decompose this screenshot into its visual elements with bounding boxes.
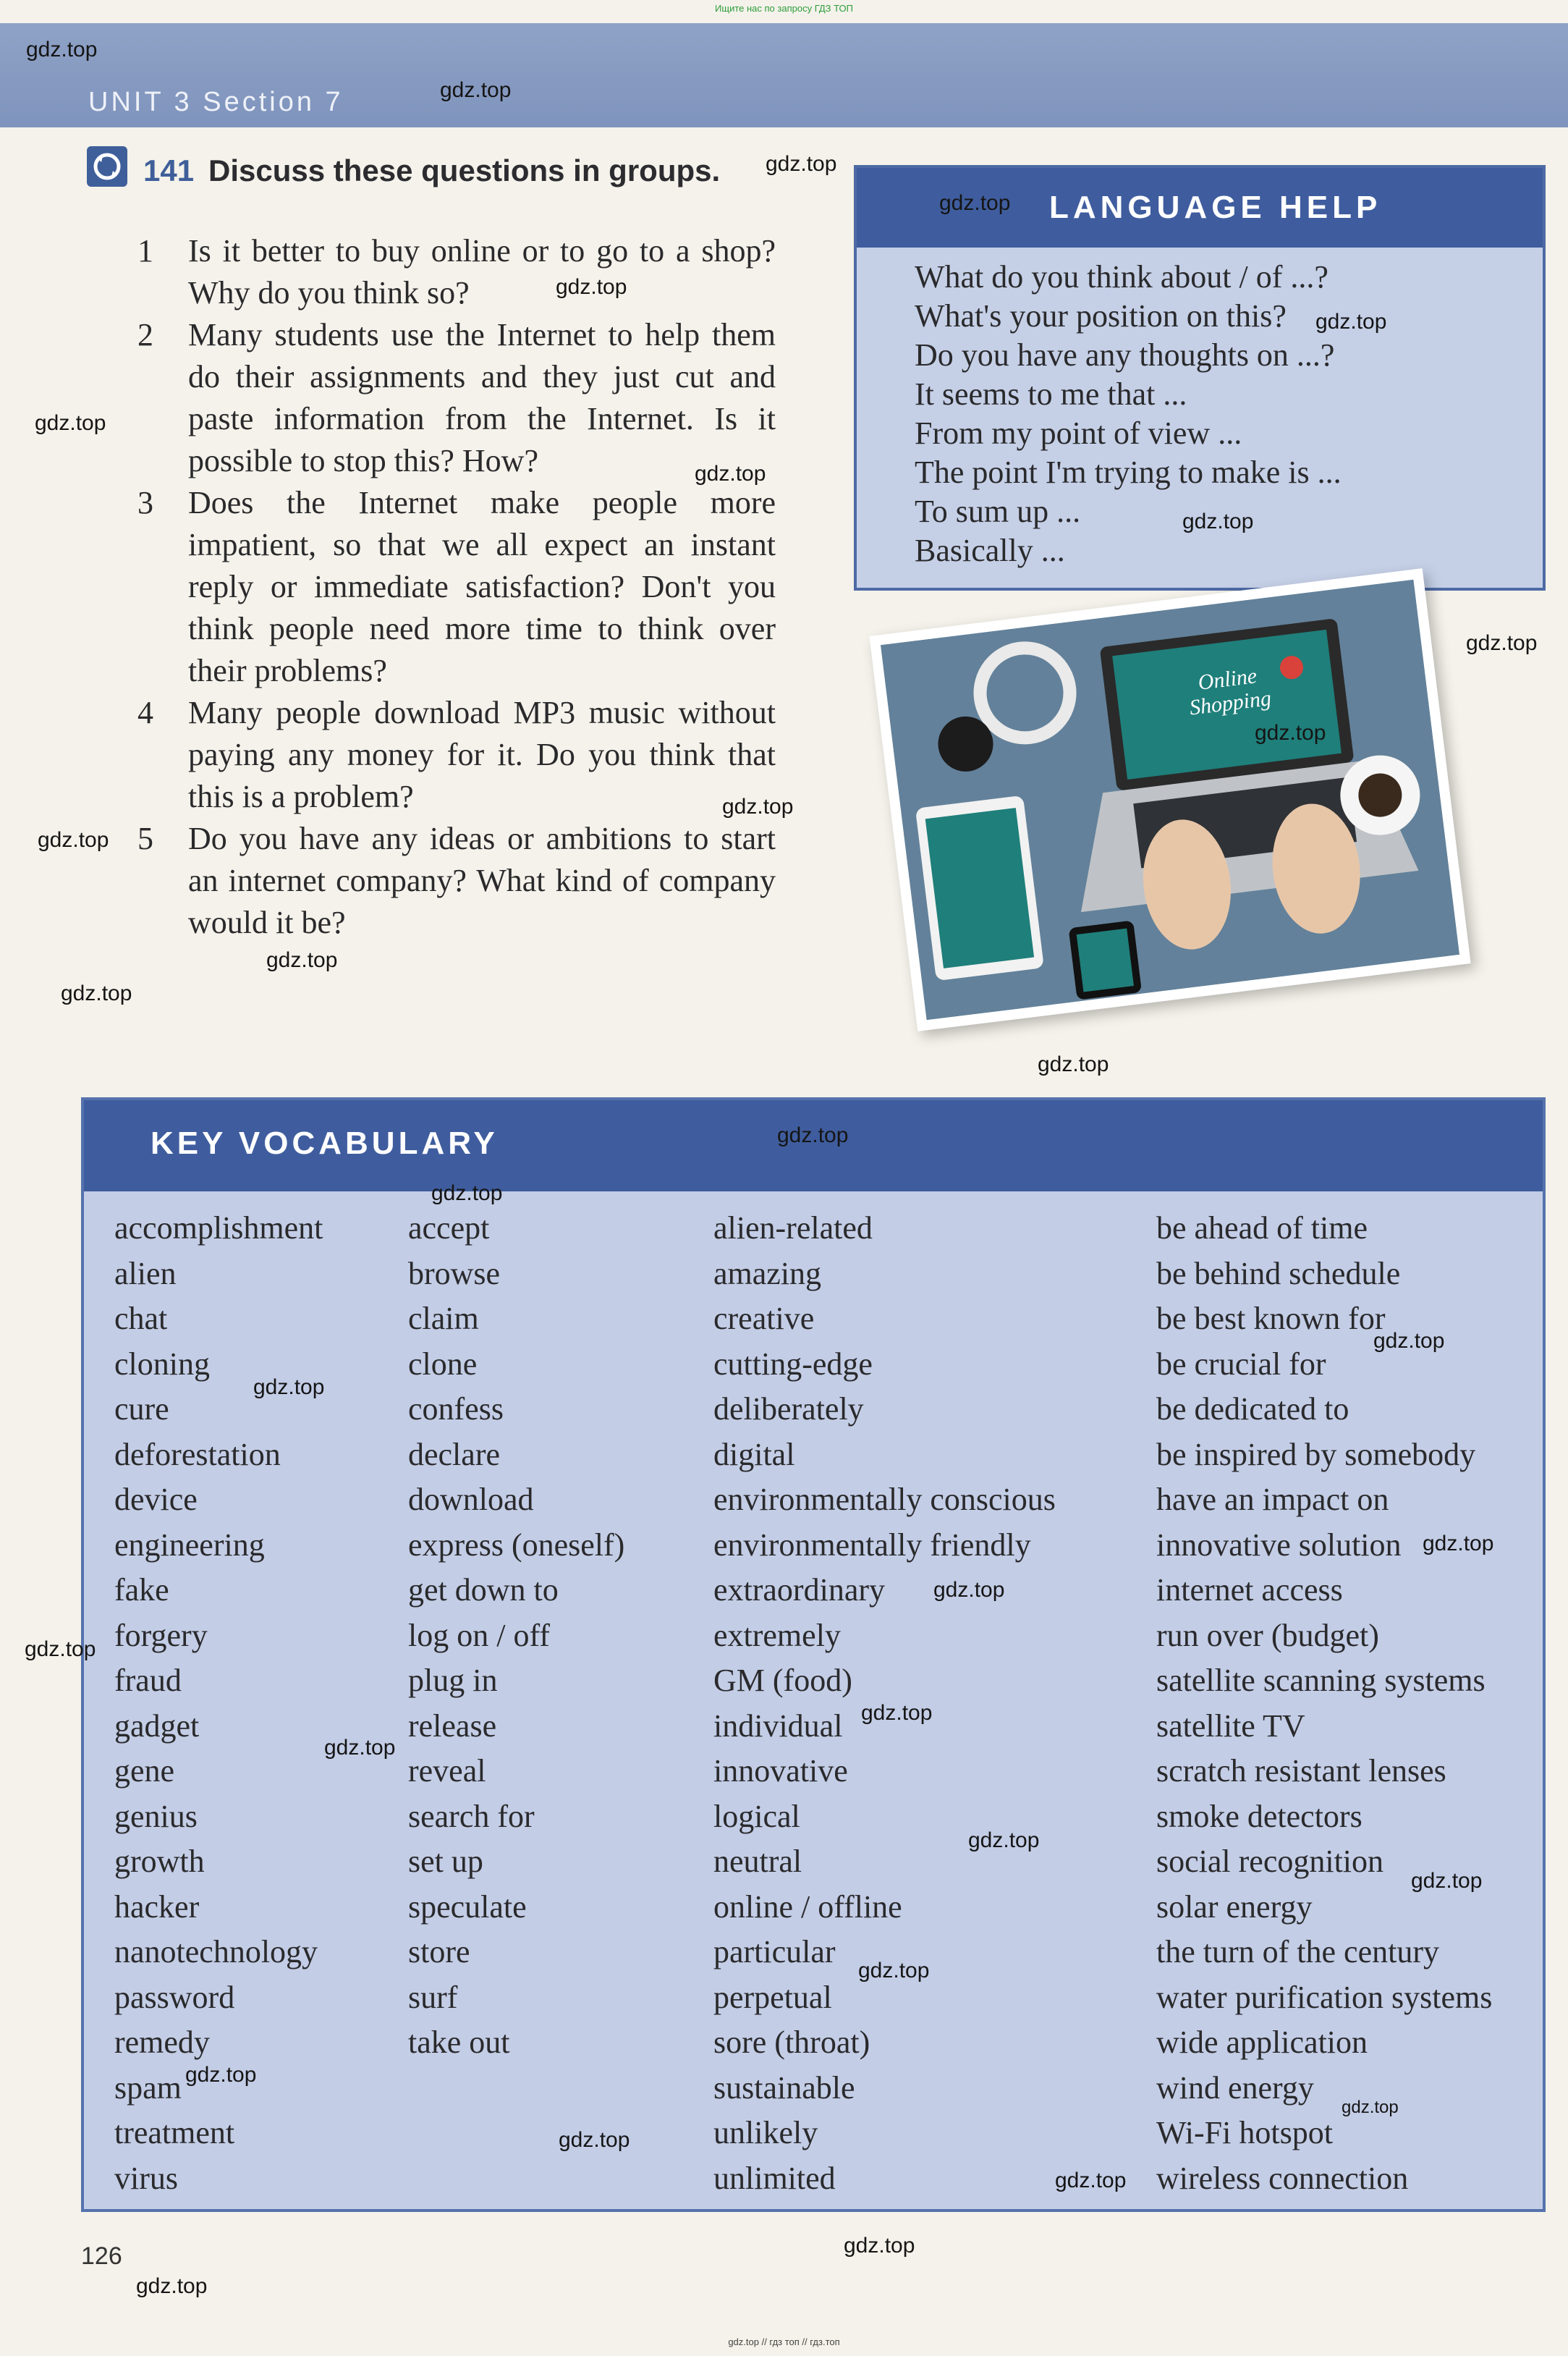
vocab-word: hacker	[114, 1888, 200, 1925]
vocab-word: extremely	[713, 1617, 841, 1653]
question-item	[137, 692, 776, 818]
vocab-word: be dedicated to	[1156, 1391, 1349, 1427]
vocab-word: accomplishment	[114, 1210, 323, 1246]
watermark: gdz.top	[556, 275, 627, 299]
watermark: gdz.top	[440, 78, 512, 102]
language-help-phrase: The point I'm trying to make is ...	[915, 455, 1342, 490]
vocab-word: download	[408, 1482, 534, 1517]
question-text: Many people download MP3 music without paying any money for it. Do you think that this is a problem?	[188, 695, 776, 814]
bottom-note: gdz.top // гдз топ // гдз.топ	[728, 2336, 840, 2347]
key-vocabulary-box	[81, 1097, 1546, 2212]
vocab-word: environmentally friendly	[713, 1527, 1031, 1563]
vocab-word: perpetual	[713, 1979, 832, 2015]
watermark: gdz.top	[1466, 631, 1538, 655]
vocab-word: be behind schedule	[1156, 1255, 1401, 1291]
vocab-word: sore (throat)	[713, 2024, 870, 2060]
unit-section-title: UNIT 3 Section 7	[88, 87, 344, 117]
vocab-word: environmentally conscious	[713, 1482, 1056, 1517]
watermark: gdz.top	[1342, 2098, 1399, 2117]
vocab-word: browse	[408, 1255, 501, 1291]
vocab-word: digital	[713, 1436, 795, 1472]
question-number: 2	[137, 317, 153, 352]
watermark: gdz.top	[1182, 510, 1254, 533]
vocab-word: online / offline	[713, 1888, 902, 1925]
watermark: gdz.top	[1255, 721, 1326, 745]
vocab-word: fraud	[114, 1663, 182, 1698]
top-banner-note: Ищите нас по запросу ГДЗ ТОП	[715, 3, 853, 14]
vocab-word: deliberately	[713, 1391, 864, 1427]
vocab-word: surf	[408, 1979, 458, 2015]
watermark: gdz.top	[61, 981, 132, 1005]
watermark: gdz.top	[844, 2234, 915, 2258]
vocab-word: water purification systems	[1156, 1979, 1493, 2015]
vocab-word: logical	[713, 1798, 800, 1834]
vocab-word: unlikely	[713, 2115, 818, 2150]
language-help-phrase: Do you have any thoughts on ...?	[915, 337, 1335, 373]
vocab-word: particular	[713, 1934, 836, 1969]
watermark: gdz.top	[1055, 2169, 1127, 2192]
vocab-word: alien	[114, 1255, 177, 1291]
vocab-word: genius	[114, 1798, 198, 1834]
vocab-word: speculate	[408, 1888, 527, 1925]
vocab-word: have an impact on	[1156, 1482, 1389, 1517]
vocab-word: Wi-Fi hotspot	[1156, 2115, 1333, 2150]
vocab-word: be ahead of time	[1156, 1210, 1368, 1246]
watermark: gdz.top	[25, 1637, 96, 1661]
language-help-phrase: It seems to me that ...	[915, 376, 1187, 412]
vocab-word: clone	[408, 1346, 478, 1382]
vocab-word: cure	[114, 1391, 169, 1427]
vocab-word: password	[114, 1979, 235, 2015]
vocab-word: amazing	[713, 1255, 822, 1291]
key-vocabulary-title: KEY VOCABULARY	[84, 1100, 1543, 1191]
watermark: gdz.top	[324, 1736, 396, 1760]
vocab-word: remedy	[114, 2024, 210, 2060]
exercise-title: Discuss these questions in groups.	[208, 153, 721, 187]
question-item	[137, 314, 776, 482]
watermark: gdz.top	[26, 38, 98, 62]
vocab-word: release	[408, 1707, 497, 1744]
watermark: gdz.top	[695, 462, 766, 486]
vocab-word: forgery	[114, 1617, 208, 1653]
vocab-word: satellite scanning systems	[1156, 1663, 1486, 1698]
vocab-word: log on / off	[408, 1617, 550, 1653]
vocab-word: individual	[713, 1707, 843, 1744]
watermark: gdz.top	[1315, 310, 1387, 334]
vocab-word: express (oneself)	[408, 1527, 625, 1563]
vocab-word: the turn of the century	[1156, 1934, 1439, 1969]
screen-text-shopping: Shopping	[1188, 686, 1273, 720]
vocab-word: wide application	[1156, 2024, 1368, 2060]
vocab-word: alien-related	[713, 1210, 873, 1246]
vocab-word: smoke detectors	[1156, 1798, 1363, 1834]
question-item	[137, 230, 776, 314]
watermark: gdz.top	[766, 152, 837, 176]
watermark: gdz.top	[722, 795, 794, 819]
vocab-word: chat	[114, 1301, 168, 1336]
vocab-word: unlimited	[713, 2160, 836, 2196]
vocab-word: set up	[408, 1844, 483, 1879]
vocab-word: confess	[408, 1391, 504, 1427]
vocab-word: spam	[114, 2069, 182, 2106]
watermark: gdz.top	[1038, 1052, 1109, 1076]
vocab-column-2	[408, 1206, 624, 2066]
question-item	[137, 482, 776, 692]
watermark: gdz.top	[431, 1181, 503, 1205]
vocab-word: reveal	[408, 1753, 486, 1789]
vocab-word: be best known for	[1156, 1301, 1386, 1336]
vocab-column-1	[114, 1206, 323, 2201]
question-number: 1	[137, 233, 153, 269]
watermark: gdz.top	[939, 191, 1011, 215]
watermark: gdz.top	[136, 2274, 208, 2298]
vocab-word: accept	[408, 1210, 490, 1246]
vocab-word: store	[408, 1934, 470, 1969]
language-help-phrase: To sum up ...	[915, 494, 1081, 529]
vocab-word: cutting-edge	[713, 1346, 873, 1382]
watermark: gdz.top	[1373, 1329, 1445, 1353]
vocab-word: GM (food)	[713, 1663, 852, 1698]
language-help-phrase: What do you think about / of ...?	[915, 259, 1328, 295]
vocab-word: extraordinary	[713, 1572, 885, 1608]
vocab-word: neutral	[713, 1844, 802, 1879]
language-help-phrase: What's your position on this?	[915, 298, 1287, 334]
vocab-word: run over (budget)	[1156, 1617, 1379, 1653]
question-text: Do you have any ideas or ambitions to start an internet company? What kind of company would it be?	[188, 821, 776, 940]
question-number: 5	[137, 821, 153, 856]
vocab-word: engineering	[114, 1527, 265, 1563]
question-number: 3	[137, 485, 153, 520]
online-shopping-photo	[869, 568, 1470, 1031]
vocab-word: plug in	[408, 1663, 498, 1698]
vocab-word: take out	[408, 2024, 510, 2060]
vocab-word: fake	[114, 1572, 169, 1608]
vocab-word: wireless connection	[1156, 2160, 1409, 2196]
vocab-word: gene	[114, 1753, 175, 1789]
watermark: gdz.top	[35, 411, 106, 435]
watermark: gdz.top	[777, 1123, 849, 1147]
vocab-word: deforestation	[114, 1436, 281, 1472]
vocab-word: cloning	[114, 1346, 210, 1382]
vocab-word: growth	[114, 1844, 205, 1879]
vocab-word: solar energy	[1156, 1888, 1313, 1925]
watermark: gdz.top	[253, 1375, 325, 1399]
watermark: gdz.top	[968, 1828, 1040, 1852]
vocab-word: satellite TV	[1156, 1707, 1305, 1744]
vocab-word: scratch resistant lenses	[1156, 1753, 1446, 1789]
vocab-word: virus	[114, 2160, 178, 2196]
vocab-word: innovative	[713, 1753, 848, 1789]
watermark: gdz.top	[1423, 1532, 1494, 1555]
vocab-word: wind energy	[1156, 2069, 1314, 2106]
vocab-word: be crucial for	[1156, 1346, 1326, 1382]
language-help-phrase: From my point of view ...	[915, 415, 1242, 451]
vocab-word: social recognition	[1156, 1844, 1384, 1879]
screen-text-online: Online	[1196, 664, 1258, 695]
watermark: gdz.top	[1411, 1869, 1483, 1893]
online-shopping-illustration	[881, 580, 1459, 1021]
vocab-word: gadget	[114, 1707, 200, 1744]
language-help-title: LANGUAGE HELP	[857, 168, 1543, 248]
vocab-word: sustainable	[713, 2069, 855, 2106]
vocab-word: creative	[713, 1301, 815, 1336]
vocab-word: get down to	[408, 1572, 559, 1608]
vocab-word: be inspired by somebody	[1156, 1436, 1476, 1472]
vocab-word: device	[114, 1482, 198, 1517]
vocab-word: internet access	[1156, 1572, 1343, 1608]
watermark: gdz.top	[858, 1959, 930, 1983]
vocab-word: innovative solution	[1156, 1527, 1402, 1563]
question-text: Many students use the Internet to help them do their assignments and they just cut and paste information from the Internet. Is it possible to stop this? How?	[188, 317, 776, 478]
page-number: 126	[81, 2242, 122, 2270]
discussion-icon	[87, 146, 127, 187]
question-text: Is it better to buy online or to go to a shop? Why do you think so?	[188, 233, 776, 311]
vocab-word: declare	[408, 1436, 500, 1472]
vocab-column-4	[1156, 1206, 1492, 2201]
exercise-number: 141	[143, 153, 195, 187]
watermark: gdz.top	[861, 1701, 933, 1725]
watermark: gdz.top	[266, 948, 338, 972]
vocab-word: search for	[408, 1798, 535, 1834]
watermark: gdz.top	[559, 2128, 630, 2152]
watermark: gdz.top	[185, 2063, 257, 2087]
vocab-word: claim	[408, 1301, 479, 1336]
language-help-phrase: Basically ...	[915, 533, 1065, 568]
question-text: Does the Internet make people more impatient, so that we all expect an instant reply or immediate satisfaction? Don't you think people need more time to think over their problems?	[188, 485, 776, 688]
question-item	[137, 818, 776, 944]
watermark: gdz.top	[38, 828, 109, 852]
watermark: gdz.top	[933, 1578, 1005, 1602]
vocab-word: nanotechnology	[114, 1934, 318, 1969]
vocab-word: treatment	[114, 2115, 235, 2150]
question-number: 4	[137, 695, 153, 730]
question-list	[137, 230, 776, 944]
